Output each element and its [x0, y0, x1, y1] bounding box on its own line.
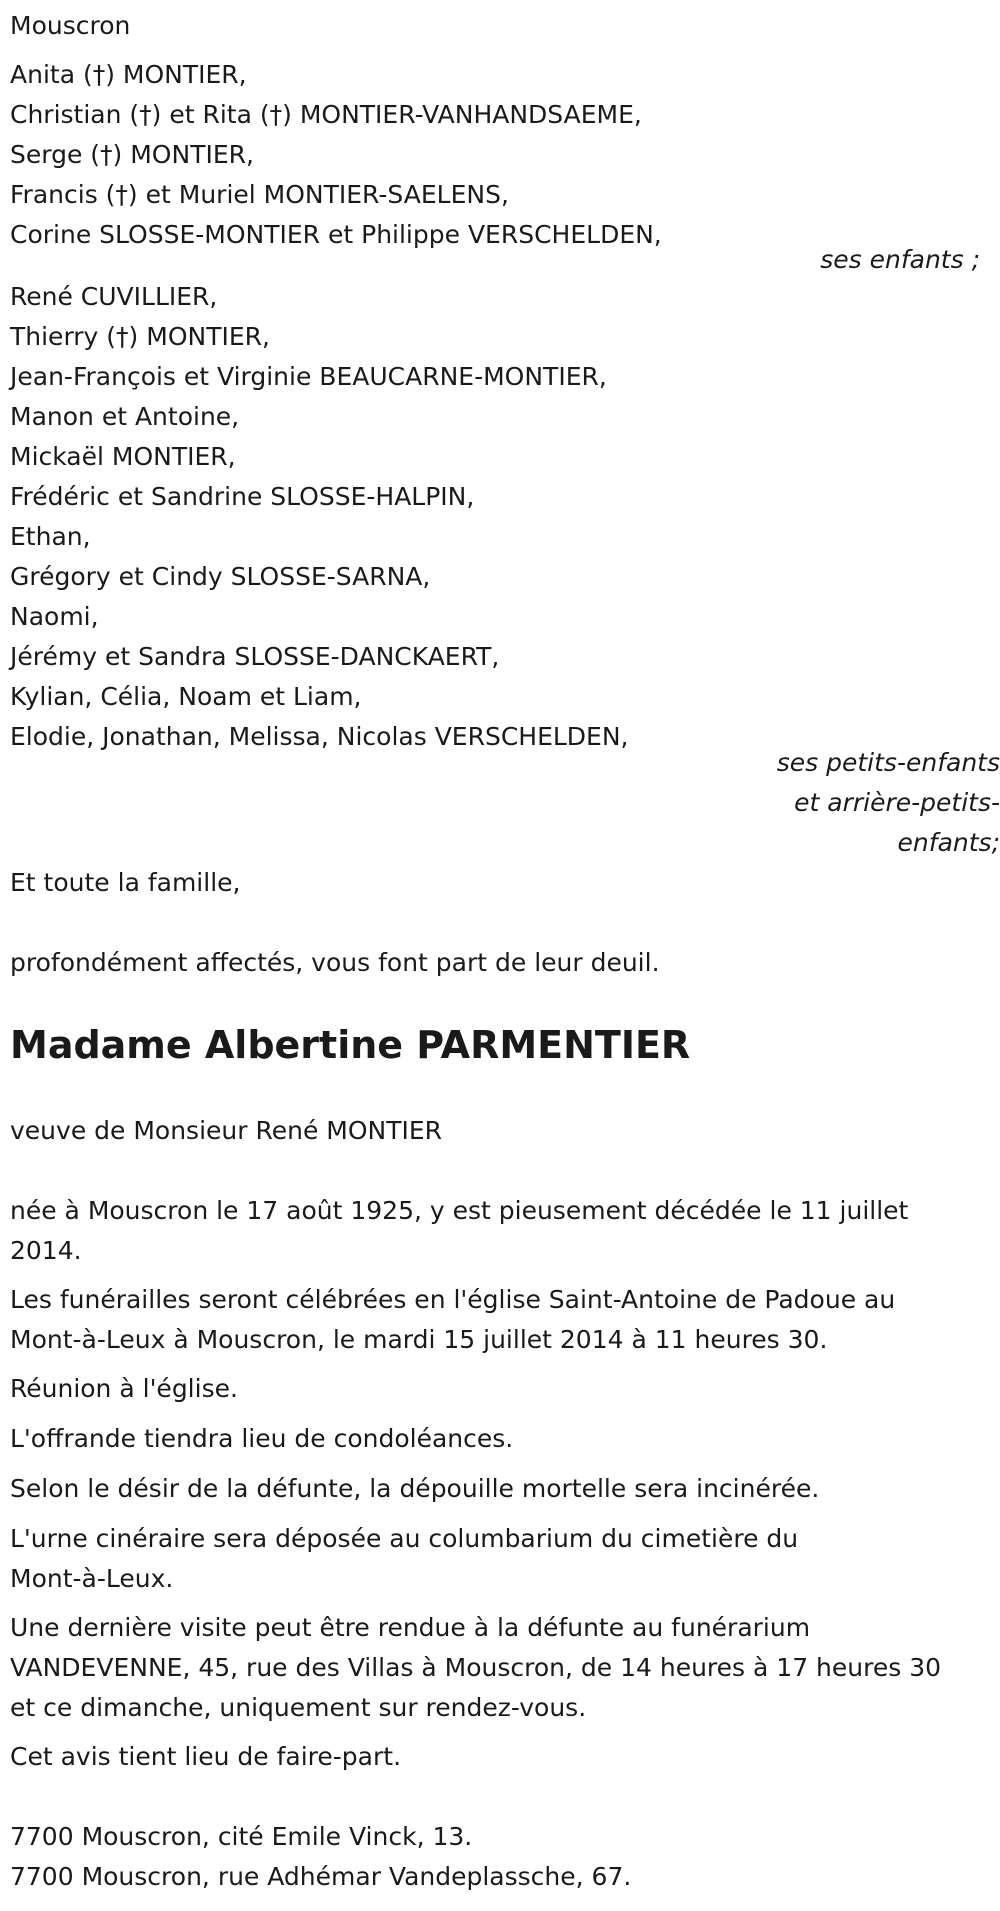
- family-line: Et toute la famille,: [10, 868, 241, 897]
- deceased-name: Madame Albertine PARMENTIER: [10, 1023, 691, 1067]
- cremation-line: Selon le désir de la défunte, la dépouille mortelle sera incinérée.: [10, 1474, 820, 1503]
- children-label: ses enfants ;: [820, 245, 980, 274]
- address-line: 7700 Mouscron, rue Adhémar Vandeplassche, 67.: [10, 1862, 632, 1891]
- grandchild-line: Naomi,: [10, 602, 99, 631]
- funeral-line: Les funérailles seront célébrées en l'église Saint-Antoine de Padoue au: [10, 1285, 896, 1314]
- widow-of: veuve de Monsieur René MONTIER: [10, 1116, 443, 1145]
- offering-line: L'offrande tiendra lieu de condoléances.: [10, 1424, 514, 1453]
- funeral-line: Mont-à-Leux à Mouscron, le mardi 15 juillet 2014 à 11 heures 30.: [10, 1325, 828, 1354]
- visit-line: VANDEVENNE, 45, rue des Villas à Mouscron, de 14 heures à 17 heures 30: [10, 1653, 942, 1682]
- child-line: Serge (†) MONTIER,: [10, 140, 254, 169]
- child-line: Corine SLOSSE-MONTIER et Philippe VERSCHELDEN,: [10, 220, 662, 249]
- born-died-line: née à Mouscron le 17 août 1925, y est pieusement décédée le 11 juillet: [10, 1196, 909, 1225]
- child-line: Anita (†) MONTIER,: [10, 60, 247, 89]
- grandchild-line: Kylian, Célia, Noam et Liam,: [10, 682, 362, 711]
- meeting-line: Réunion à l'église.: [10, 1374, 238, 1403]
- urn-line: L'urne cinéraire sera déposée au columbarium du cimetière du: [10, 1524, 799, 1553]
- grandchildren-label: ses petits-enfants: [776, 748, 1000, 777]
- visit-line: et ce dimanche, uniquement sur rendez-vous.: [10, 1693, 587, 1722]
- child-line: Christian (†) et Rita (†) MONTIER-VANHANDSAEME,: [10, 100, 642, 129]
- grandchild-line: Jérémy et Sandra SLOSSE-DANCKAERT,: [10, 642, 500, 671]
- child-line: Francis (†) et Muriel MONTIER-SAELENS,: [10, 180, 509, 209]
- grandchildren-label: enfants;: [897, 828, 1000, 857]
- address-line: 7700 Mouscron, cité Emile Vinck, 13.: [10, 1822, 473, 1851]
- location: Mouscron: [10, 11, 131, 40]
- grandchild-line: Ethan,: [10, 522, 91, 551]
- grandchild-line: Grégory et Cindy SLOSSE-SARNA,: [10, 562, 431, 591]
- notice-line: Cet avis tient lieu de faire-part.: [10, 1742, 402, 1771]
- grandchild-line: Elodie, Jonathan, Melissa, Nicolas VERSCHELDEN,: [10, 722, 629, 751]
- visit-line: Une dernière visite peut être rendue à la défunte au funérarium: [10, 1613, 811, 1642]
- born-died-line: 2014.: [10, 1236, 82, 1265]
- grandchildren-label: et arrière-petits-: [794, 788, 1000, 817]
- grandchild-line: Frédéric et Sandrine SLOSSE-HALPIN,: [10, 482, 475, 511]
- urn-line: Mont-à-Leux.: [10, 1564, 174, 1593]
- grandchild-line: Thierry (†) MONTIER,: [10, 322, 270, 351]
- grandchild-line: Manon et Antoine,: [10, 402, 240, 431]
- grandchild-line: Jean-François et Virginie BEAUCARNE-MONTIER,: [10, 362, 607, 391]
- grandchild-line: Mickaël MONTIER,: [10, 442, 236, 471]
- announcement: profondément affectés, vous font part de leur deuil.: [10, 948, 660, 977]
- grandchild-line: René CUVILLIER,: [10, 282, 218, 311]
